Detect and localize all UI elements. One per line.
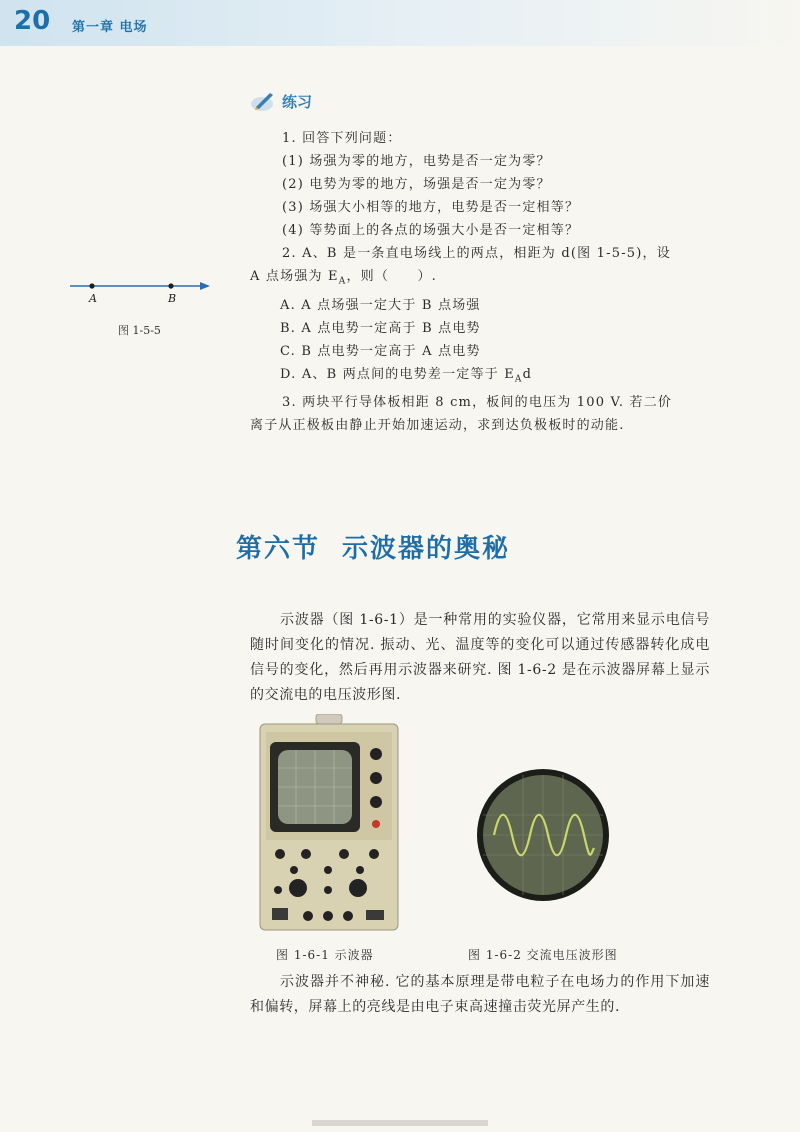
question-1: 1. 回答下列问题： [282,131,402,146]
point-a-label: A [89,292,97,305]
exercise-pen-icon [250,89,276,113]
chapter-title: 第一章 电场 [72,20,148,35]
option-d: D. A、B 两点间的电势差一定等于 $E_Ad$ [280,366,533,385]
question-3-cont: 离子从正极板由静止开始加速运动，求到达负极板时的动能. [250,418,625,434]
question-2: 2. A、B 是一条直电场线上的两点，相距为 d(图 1-5-5)，设 [282,246,671,261]
question-1-4: (4) 等势面上的各点的场强大小是否一定相等？ [282,223,580,238]
section-name: 示波器的奥秘 [342,534,511,564]
option-b: B. A 点电势一定高于 B 点电势 [280,320,481,336]
point-b-label: B [168,292,177,305]
oscilloscope-photo [258,714,400,934]
page-number: 20 [14,6,51,36]
figure-162-caption: 图 1-6-2 交流电压波形图 [468,948,618,962]
option-c: C. B 点电势一定高于 A 点电势 [280,343,481,359]
principle-paragraph: 示波器并不神秘. 它的基本原理是带电粒子在电场力的作用下加速和偏转，屏幕上的亮线是由电子束高速撞击荧光屏产生的. [250,974,710,1015]
figure-155-caption: 图 1-5-5 [118,324,161,337]
point-b-dot [168,283,173,288]
page-bottom-mark [312,1120,488,1126]
exercise-label: 练习 [282,92,313,111]
figure-161-caption: 图 1-6-1 示波器 [276,948,374,962]
option-a: A. A 点场强一定大于 B 点场强 [280,297,481,313]
question-1-1: (1) 场强为零的地方，电势是否一定为零？ [282,154,551,169]
question-1-2: (2) 电势为零的地方，场强是否一定为零？ [282,177,551,192]
exercise-body [250,127,710,437]
section-number: 第六节 [236,534,321,564]
intro-paragraph: 示波器（图 1-6-1）是一种常用的实验仪器，它常用来显示电信号随时间变化的情况. 振动、光、温度等的变化可以通过传感器转化成电信号的变化，然后再用示波器来研究. 图 1-6-2 是在示波器屏幕上显示的交流电的电压波形图. [250,612,710,703]
field-arrow-icon [200,282,210,290]
waveform-screen-photo [476,768,610,902]
question-3: 3. 两块平行导体板相距 8 cm，板间的电压为 100 V. 若二价 [282,395,673,411]
question-2-cont: A 点场强为 $E_A$，则（ ）. [250,269,437,287]
section-title [236,528,510,565]
point-a-dot [89,283,94,288]
question-1-3: (3) 场强大小相等的地方，电势是否一定相等？ [282,200,580,215]
exercise-heading [250,89,312,113]
